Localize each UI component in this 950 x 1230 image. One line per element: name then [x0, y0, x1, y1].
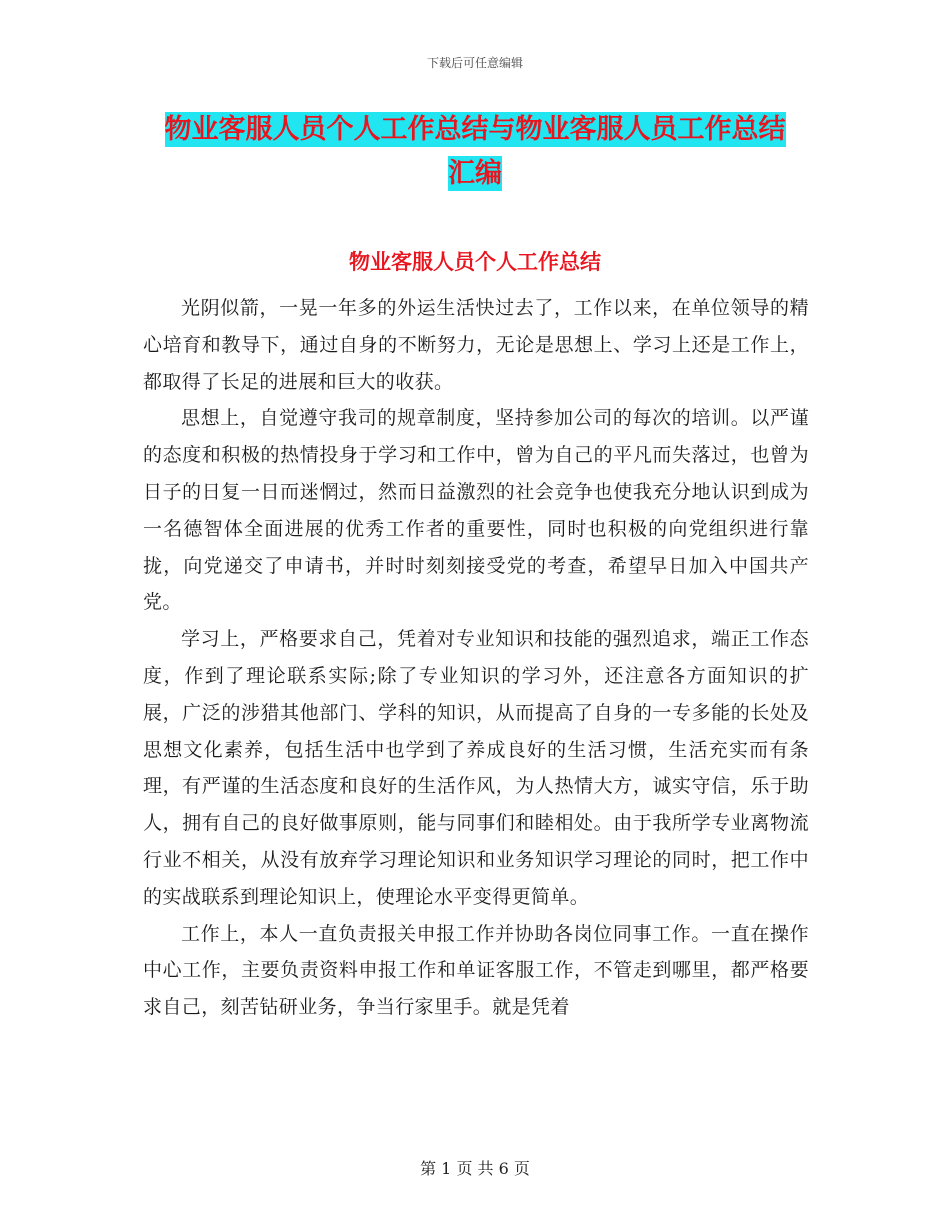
body-text	[143, 290, 809, 1026]
document-title-line1: 物业客服人员个人工作总结与物业客服人员工作总结	[164, 114, 786, 145]
document-title	[140, 108, 810, 196]
paragraph-2: 思想上，自觉遵守我司的规章制度，坚持参加公司的每次的培训。以严谨的态度和积极的热情投身于学习和工作中，曾为自己的平凡而失落过，也曾为日子的日复一日而迷惘过，然而日益激烈的社会竞争也使我充分地认识到成为一名德智体全面进展的优秀工作者的重要性，同时也积极的向党组织进行靠拢，向党递交了申请书，并时时刻刻接受党的考查，希望早日加入中国共产党。	[143, 407, 809, 614]
page-number: 第 1 页 共 6 页	[420, 1159, 530, 1178]
section-heading: 物业客服人员个人工作总结	[349, 250, 601, 274]
page-header-note: 下载后可任意编辑	[426, 56, 523, 70]
paragraph-4: 工作上，本人一直负责报关申报工作并协助各岗位同事工作。一直在操作中心工作，主要负责资料申报工作和单证客服工作，不管走到哪里，都严格要求自己，刻苦钻研业务，争当行家里手。就是凭着	[143, 922, 809, 1019]
paragraph-3: 学习上，严格要求自己，凭着对专业知识和技能的强烈追求，端正工作态度，作到了理论联系实际;除了专业知识的学习外，还注意各方面知识的扩展，广泛的涉猎其他部门、学科的知识，从而提高了自身的一专多能的长处及思想文化素养，包括生活中也学到了养成良好的生活习惯，生活充实而有条理，有严谨的生活态度和良好的生活作风，为人热情大方，诚实守信，乐于助人，拥有自己的良好做事原则，能与同事们和睦相处。由于我所学专业离物流行业不相关，从没有放弃学习理论知识和业务知识学习理论的同时，把工作中的实战联系到理论知识上，使理论水平变得更简单。	[143, 628, 809, 908]
paragraph-1: 光阴似箭，一晃一年多的外运生活快过去了，工作以来，在单位领导的精心培育和教导下，通过自身的不断努力，无论是思想上、学习上还是工作上，都取得了长足的进展和巨大的收获。	[143, 297, 809, 393]
document-title-line2: 汇编	[448, 158, 502, 189]
